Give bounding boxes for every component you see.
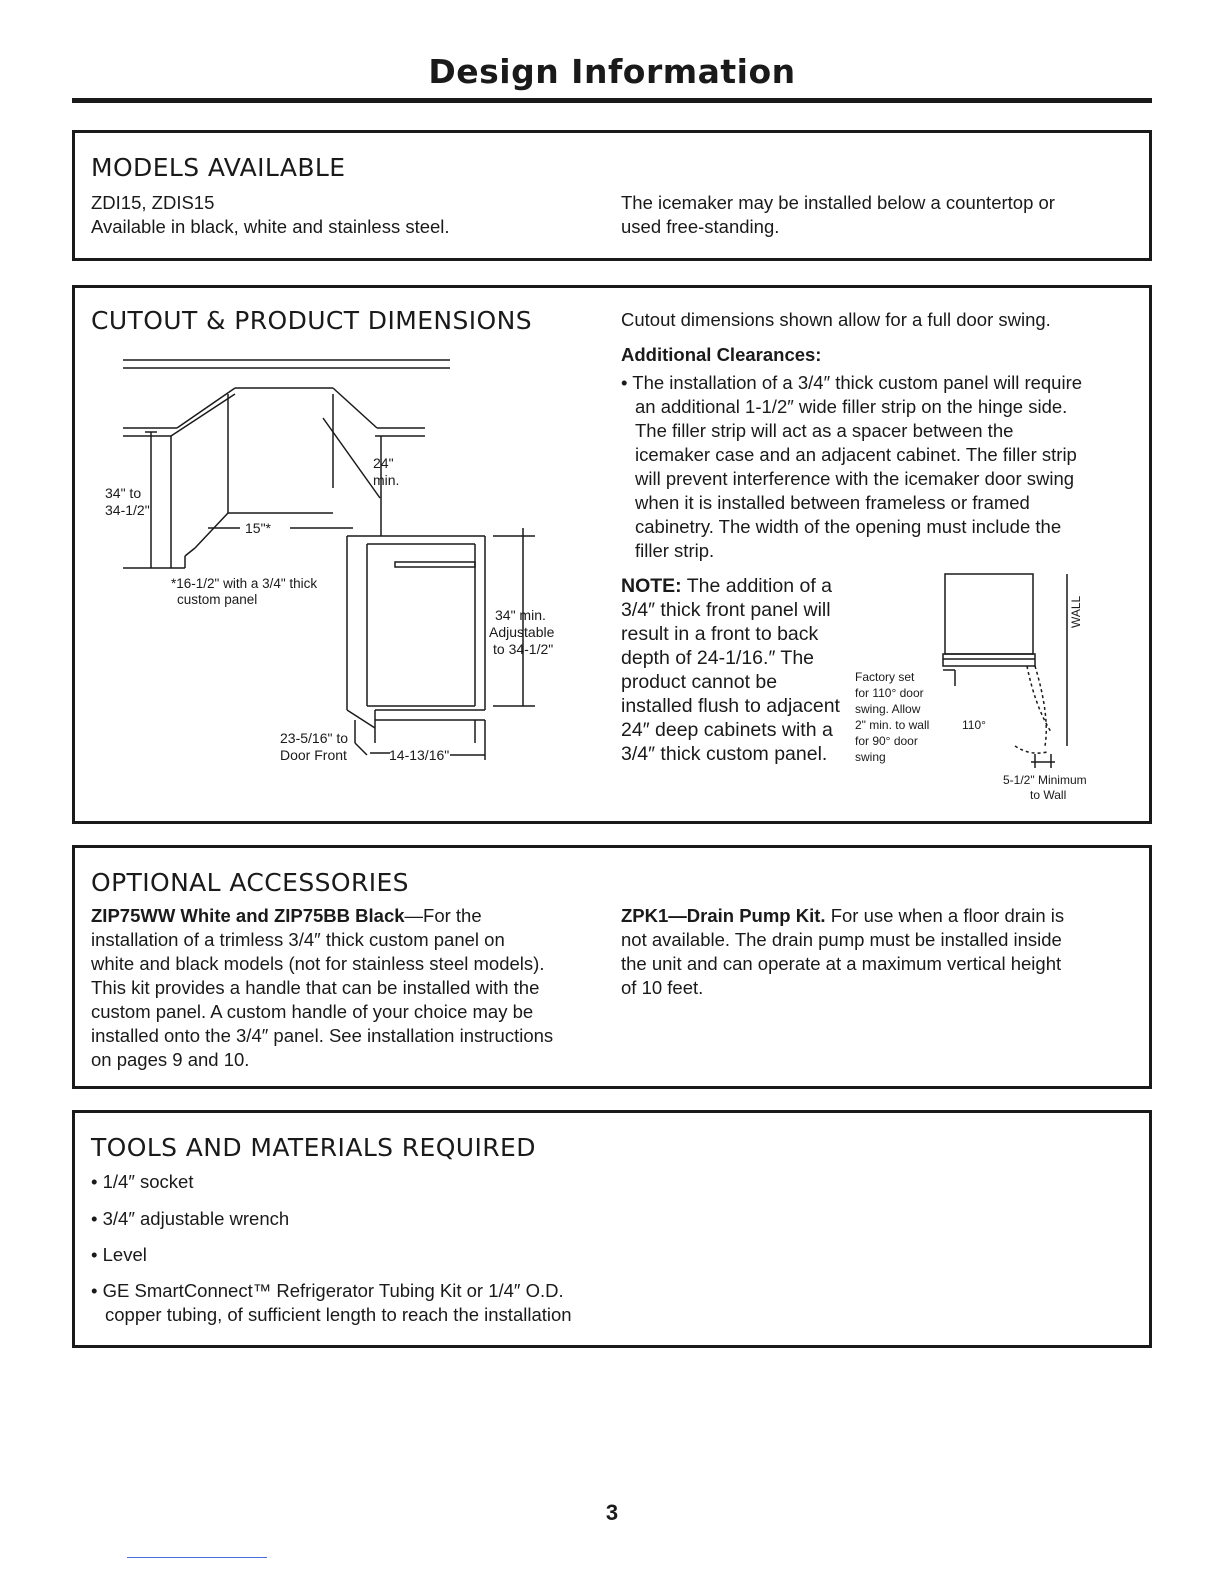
door-note-5: for 90° door — [855, 734, 918, 748]
min-wall-label-1: 5-1/2" Minimum — [1003, 773, 1087, 787]
clearance-line: filler strip. — [635, 540, 715, 561]
clearances-text — [621, 371, 1082, 563]
wall-label: WALL — [1069, 595, 1083, 628]
tool-item-continued: copper tubing, of sufficient length to reach the installation — [105, 1304, 572, 1325]
product-height-label-2: Adjustable — [489, 624, 555, 640]
dim-height-label-2: 34-1/2" — [105, 502, 150, 518]
note-line: installed flush to adjacent — [621, 695, 840, 717]
min-wall-label-2: to Wall — [1030, 788, 1067, 802]
note-text — [621, 574, 840, 766]
page-number: 3 — [605, 1500, 619, 1525]
clearance-line: • The installation of a 3/4″ thick custom panel will require — [621, 372, 1083, 393]
models-right-text — [621, 191, 1055, 239]
product-width-label: 14-13/16" — [389, 747, 450, 763]
models-left-text — [91, 191, 450, 239]
note-line: 3/4″ thick custom panel. — [621, 743, 828, 765]
note-line: product cannot be — [621, 671, 778, 693]
title-rule — [72, 98, 1152, 103]
door-note-3: swing. Allow — [855, 702, 921, 716]
tool-item: • Level — [91, 1244, 147, 1265]
clearance-line: when it is installed between frameless or framed — [635, 492, 1030, 513]
door-note-4: 2" min. to wall — [855, 718, 930, 732]
clearance-line: The filler strip will act as a spacer between the — [635, 420, 1014, 441]
door-note-2: for 110° door — [855, 686, 924, 700]
accessory-name: ZIP75WW White and ZIP75BB Black — [91, 905, 405, 926]
clearance-line: will prevent interference with the icemaker door swing — [635, 468, 1075, 489]
accessory-line: on pages 9 and 10. — [91, 1049, 250, 1070]
footnote-label-2: custom panel — [177, 592, 258, 607]
accessory-line: the unit and can operate at a maximum vertical height — [621, 953, 1062, 974]
note-line: result in a front to back — [621, 623, 819, 645]
link-underline — [127, 1557, 267, 1558]
product-height-label-3: to 34-1/2" — [493, 641, 554, 657]
clearance-line: cabinetry. The width of the opening must include the — [635, 516, 1062, 537]
accessory-line: of 10 feet. — [621, 977, 704, 998]
tool-item: • GE SmartConnect™ Refrigerator Tubing Kit or 1/4″ O.D. — [91, 1280, 564, 1301]
models-section — [72, 130, 1152, 261]
tools-section — [72, 1110, 1152, 1348]
models-heading: MODELS AVAILABLE — [91, 153, 346, 182]
models-right-line: The icemaker may be installed below a countertop or — [621, 192, 1055, 213]
accessory-line: This kit provides a handle that can be installed with the — [91, 977, 540, 998]
product-height-label-1: 34" min. — [495, 607, 546, 623]
accessories-right-text — [621, 904, 1064, 1000]
footnote-label-1: *16-1/2" with a 3/4" thick — [171, 576, 318, 591]
accessory-line: installed onto the 3/4″ panel. See installation instructions — [91, 1025, 554, 1046]
door-swing-diagram — [855, 566, 1125, 806]
accessory-line: not available. The drain pump must be installed inside — [621, 929, 1062, 950]
accessory-line: white and black models (not for stainless steel models). — [91, 953, 545, 974]
models-left-line: ZDI15, ZDIS15 — [91, 192, 215, 213]
note-line: 24″ deep cabinets with a — [621, 719, 833, 741]
clearance-line: an additional 1-1/2″ wide filler strip on the hinge side. — [635, 396, 1068, 417]
accessories-section — [72, 845, 1152, 1089]
dim-min-label: min. — [373, 472, 400, 488]
depth-label-1: 23-5/16" to — [280, 730, 349, 746]
door-note-1: Factory set — [855, 670, 915, 684]
note-line: depth of 24-1/16.″ The — [621, 647, 815, 669]
cutout-section — [72, 285, 1152, 824]
dim-height-label-1: 34" to — [105, 485, 142, 501]
dim-width-label: 15"* — [245, 520, 271, 536]
models-right-line: used free-standing. — [621, 216, 780, 237]
models-left-line: Available in black, white and stainless steel. — [91, 216, 450, 237]
dim-24-label: 24" — [373, 455, 394, 471]
accessory-line: installation of a trimless 3/4″ thick custom panel on — [91, 929, 505, 950]
angle-label: 110° — [962, 718, 986, 732]
clearances-subheading: Additional Clearances: — [621, 344, 822, 365]
page-title: Design Information — [428, 52, 796, 91]
accessory-line: custom panel. A custom handle of your choice may be — [91, 1001, 534, 1022]
cutout-dimension-diagram — [105, 348, 575, 808]
note-line: The addition of a — [681, 575, 833, 597]
note-line: 3/4″ thick front panel will — [621, 599, 831, 621]
clearance-line: icemaker case and an adjacent cabinet. The filler strip — [635, 444, 1077, 465]
tool-item: • 1/4″ socket — [91, 1171, 194, 1192]
tool-item: • 3/4″ adjustable wrench — [91, 1208, 290, 1229]
accessories-left-text — [91, 904, 553, 1072]
door-note-6: swing — [855, 750, 886, 764]
note-label: NOTE: — [621, 575, 682, 597]
accessory-desc: —For the — [404, 905, 482, 926]
accessory-name: ZPK1—Drain Pump Kit. — [621, 905, 826, 926]
depth-label-2: Door Front — [280, 747, 347, 763]
accessory-desc: For use when a floor drain is — [825, 905, 1065, 926]
cutout-intro: Cutout dimensions shown allow for a full door swing. — [621, 309, 1051, 330]
tools-heading: TOOLS AND MATERIALS REQUIRED — [91, 1133, 536, 1162]
cutout-heading: CUTOUT & PRODUCT DIMENSIONS — [91, 306, 532, 335]
accessories-heading: OPTIONAL ACCESSORIES — [91, 868, 409, 897]
